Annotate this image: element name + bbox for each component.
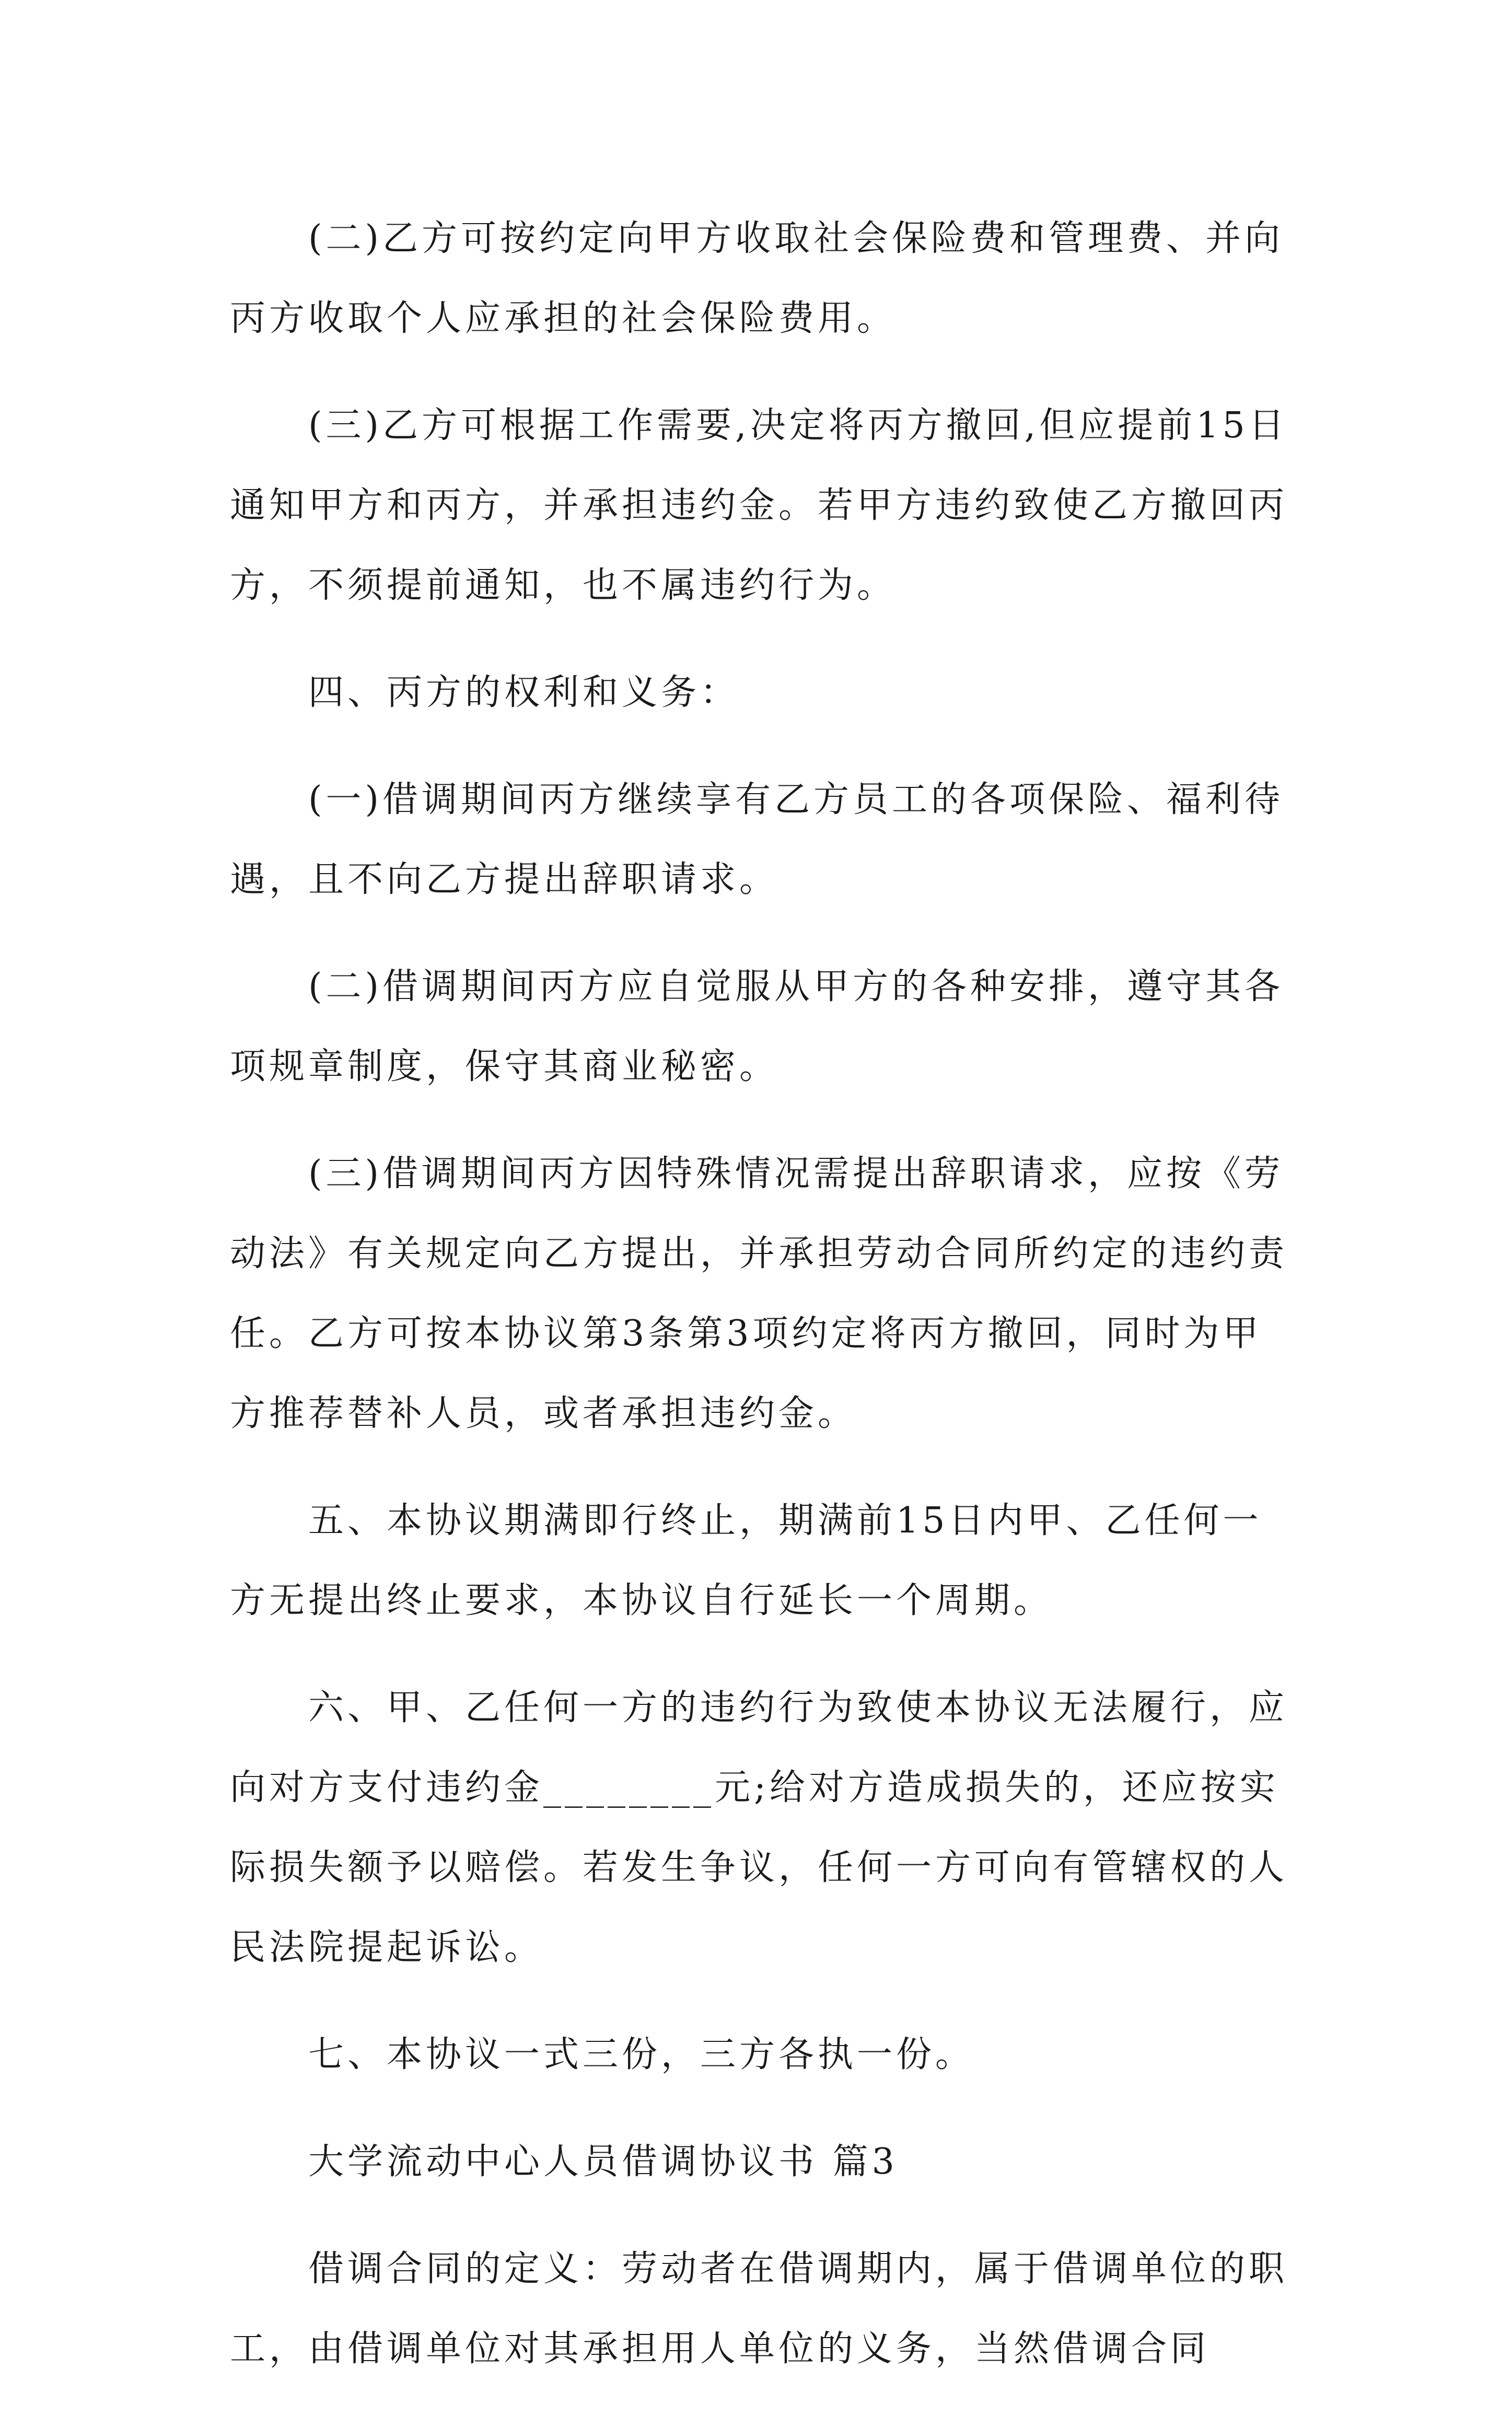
section-heading-party-c-rights: 四、丙方的权利和义务：: [308, 672, 740, 713]
paragraph-copies: 七、本协议一式三份，三方各执一份。: [308, 2034, 975, 2075]
paragraph-obey-arrangements: (二)借调期间丙方应自觉服从甲方的各种安排，遵守其各项规章制度，保守其商业秘密。: [230, 966, 1284, 1087]
document-body: [230, 199, 1290, 2416]
paragraph-contract-definition: 借调合同的定义：劳动者在借调期内，属于借调单位的职工，由借调单位对其承担用人单位的义务，当然借调合同: [230, 2248, 1288, 2369]
paragraph-term-expiry: 五、本协议期满即行终止，期满前15日内甲、乙任何一方无提出终止要求，本协议自行延长一个周期。: [230, 1500, 1262, 1621]
paragraph-benefits: (一)借调期间丙方继续享有乙方员工的各项保险、福利待遇，且不向乙方提出辞职请求。: [230, 779, 1284, 900]
article-title-part-3: 大学流动中心人员借调协议书 篇3: [308, 2141, 898, 2182]
paragraph-breach-penalty: 六、甲、乙任何一方的违约行为致使本协议无法履行，应向对方支付违约金________元;给对方造成损失的，还应按实际损失额予以赔偿。若发生争议，任何一方可向有管辖权的人民法院提起诉讼。: [230, 1687, 1288, 1968]
paragraph-insurance-fees: (二)乙方可按约定向甲方收取社会保险费和管理费、并向丙方收取个人应承担的社会保险费用。: [230, 218, 1284, 339]
paragraph-resignation: (三)借调期间丙方因特殊情况需提出辞职请求，应按《劳动法》有关规定向乙方提出，并承担劳动合同所约定的违约责任。乙方可按本协议第3条第3项约定将丙方撤回，同时为甲方推荐替补人员，或者承担违约金。: [230, 1153, 1288, 1434]
paragraph-recall-notice: (三)乙方可根据工作需要,决定将丙方撤回,但应提前15日通知甲方和丙方，并承担违约金。若甲方违约致使乙方撤回丙方，不须提前通知，也不属违约行为。: [230, 405, 1288, 606]
